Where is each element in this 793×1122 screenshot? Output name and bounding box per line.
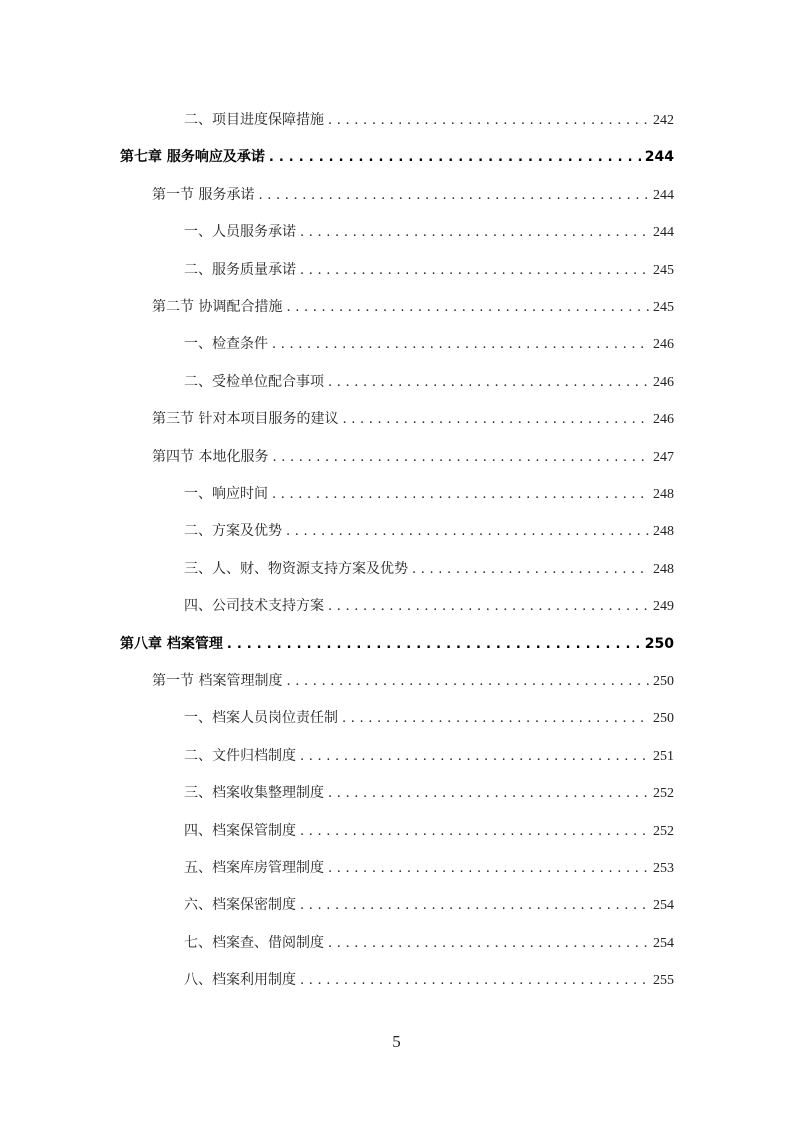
toc-entry-page: 249 — [653, 599, 674, 615]
toc-entry-title: 一、响应时间 — [184, 486, 268, 502]
toc-entry-title: 第八章 档案管理 — [120, 635, 223, 652]
toc-entry[interactable] — [184, 782, 674, 802]
dot-leader — [300, 749, 649, 764]
dot-leader — [269, 150, 641, 165]
toc-entry-title: 二、方案及优势 — [184, 523, 282, 540]
toc-entry-title: 第七章 服务响应及承诺 — [120, 149, 265, 166]
toc-entry-title: 三、档案收集整理制度 — [184, 785, 324, 802]
toc-entry-title: 七、档案查、借阅制度 — [184, 934, 324, 951]
toc-entry-title: 二、服务质量承诺 — [184, 261, 296, 278]
toc-entry-page: 248 — [653, 524, 674, 540]
toc-entry-page: 248 — [653, 561, 674, 577]
toc-entry[interactable] — [184, 894, 674, 914]
toc-entry-title: 三、人、财、物资源支持方案及优势 — [184, 560, 408, 577]
toc-entry-page: 250 — [653, 674, 674, 689]
toc-entry-title: 二、文件归档制度 — [184, 747, 296, 764]
toc-entry[interactable] — [184, 221, 674, 241]
dot-leader — [258, 188, 649, 203]
toc-entry[interactable] — [184, 333, 674, 353]
toc-entry[interactable] — [184, 707, 674, 727]
toc-entry-title: 四、公司技术支持方案 — [184, 598, 324, 615]
dot-leader — [272, 450, 649, 465]
toc-entry-title: 五、档案库房管理制度 — [184, 860, 324, 876]
toc-entry-title: 八、档案利用制度 — [184, 972, 296, 989]
toc-entry-page: 248 — [653, 487, 674, 502]
dot-leader — [272, 487, 649, 502]
toc-entry[interactable] — [184, 969, 674, 989]
dot-leader — [300, 225, 649, 240]
dot-leader — [300, 973, 649, 988]
toc-entry[interactable] — [152, 184, 674, 204]
toc-entry[interactable] — [152, 296, 674, 316]
dot-leader — [300, 263, 649, 278]
toc-entry-title: 一、人员服务承诺 — [184, 224, 296, 241]
toc-entry-title: 二、受检单位配合事项 — [184, 373, 324, 390]
toc-entry[interactable] — [152, 670, 674, 690]
toc-entry[interactable] — [184, 483, 674, 503]
toc-entry-page: 242 — [653, 113, 674, 128]
dot-leader — [342, 711, 649, 726]
toc-entry[interactable] — [184, 558, 674, 578]
toc-entry-page: 244 — [653, 225, 674, 241]
toc-entry-title: 第四节 本地化服务 — [152, 448, 269, 465]
toc-entry-page: 255 — [653, 973, 674, 989]
dot-leader — [328, 113, 649, 128]
toc-entry-page: 250 — [653, 711, 674, 727]
toc-entry-title: 一、检查条件 — [184, 336, 268, 353]
dot-leader — [300, 898, 649, 913]
dot-leader — [328, 786, 649, 801]
toc-entry[interactable] — [184, 371, 674, 391]
toc-entry-page: 246 — [653, 337, 674, 353]
dot-leader — [328, 375, 649, 390]
toc-entry[interactable] — [184, 820, 674, 840]
toc-entry-page: 253 — [653, 861, 674, 876]
dot-leader — [412, 562, 649, 577]
toc-entry-page: 254 — [653, 898, 674, 914]
toc-entry-title: 第一节 服务承诺 — [152, 186, 255, 203]
toc-entry-page: 250 — [644, 635, 674, 652]
toc-entry[interactable] — [184, 745, 674, 765]
toc-entry[interactable] — [184, 857, 674, 877]
toc-entry-page: 245 — [653, 262, 674, 278]
toc-entry[interactable] — [184, 259, 674, 279]
dot-leader — [286, 524, 649, 539]
toc-entry-page: 244 — [653, 187, 674, 203]
toc-entry-title: 第一节 档案管理制度 — [152, 673, 283, 689]
toc-entry[interactable] — [184, 109, 674, 129]
toc-entry-page: 247 — [653, 449, 674, 465]
toc-entry[interactable] — [152, 408, 674, 428]
dot-leader — [342, 412, 649, 427]
dot-leader — [227, 637, 641, 652]
dot-leader — [272, 337, 649, 352]
dot-leader — [328, 861, 649, 876]
dot-leader — [286, 674, 649, 689]
toc-entry[interactable] — [120, 633, 674, 653]
toc-entry-title: 一、档案人员岗位责任制 — [184, 710, 338, 727]
toc-entry[interactable] — [184, 520, 674, 540]
toc-entry-title: 四、档案保管制度 — [184, 822, 296, 839]
dot-leader — [286, 300, 649, 315]
toc-entry[interactable] — [184, 595, 674, 615]
dot-leader — [328, 599, 649, 614]
toc-entry-page: 245 — [653, 300, 674, 315]
toc-entry-title: 第二节 协调配合措施 — [152, 299, 283, 315]
toc-entry-page: 246 — [653, 412, 674, 428]
toc-entry-title: 六、档案保密制度 — [184, 897, 296, 914]
toc-entry[interactable] — [184, 932, 674, 952]
toc-entry-title: 二、项目进度保障措施 — [184, 112, 324, 128]
toc-entry-page: 252 — [653, 786, 674, 802]
toc-entry-title: 第三节 针对本项目服务的建议 — [152, 411, 339, 428]
toc-entry-page: 244 — [644, 149, 674, 166]
page-number: 5 — [392, 1032, 401, 1051]
toc-entry[interactable] — [152, 446, 674, 466]
dot-leader — [328, 936, 649, 951]
toc-entry[interactable] — [120, 146, 674, 166]
toc-entry-page: 254 — [653, 935, 674, 951]
dot-leader — [300, 824, 649, 839]
toc-entry-page: 252 — [653, 823, 674, 839]
toc-entry-page: 251 — [653, 748, 674, 764]
toc-entry-page: 246 — [653, 374, 674, 390]
